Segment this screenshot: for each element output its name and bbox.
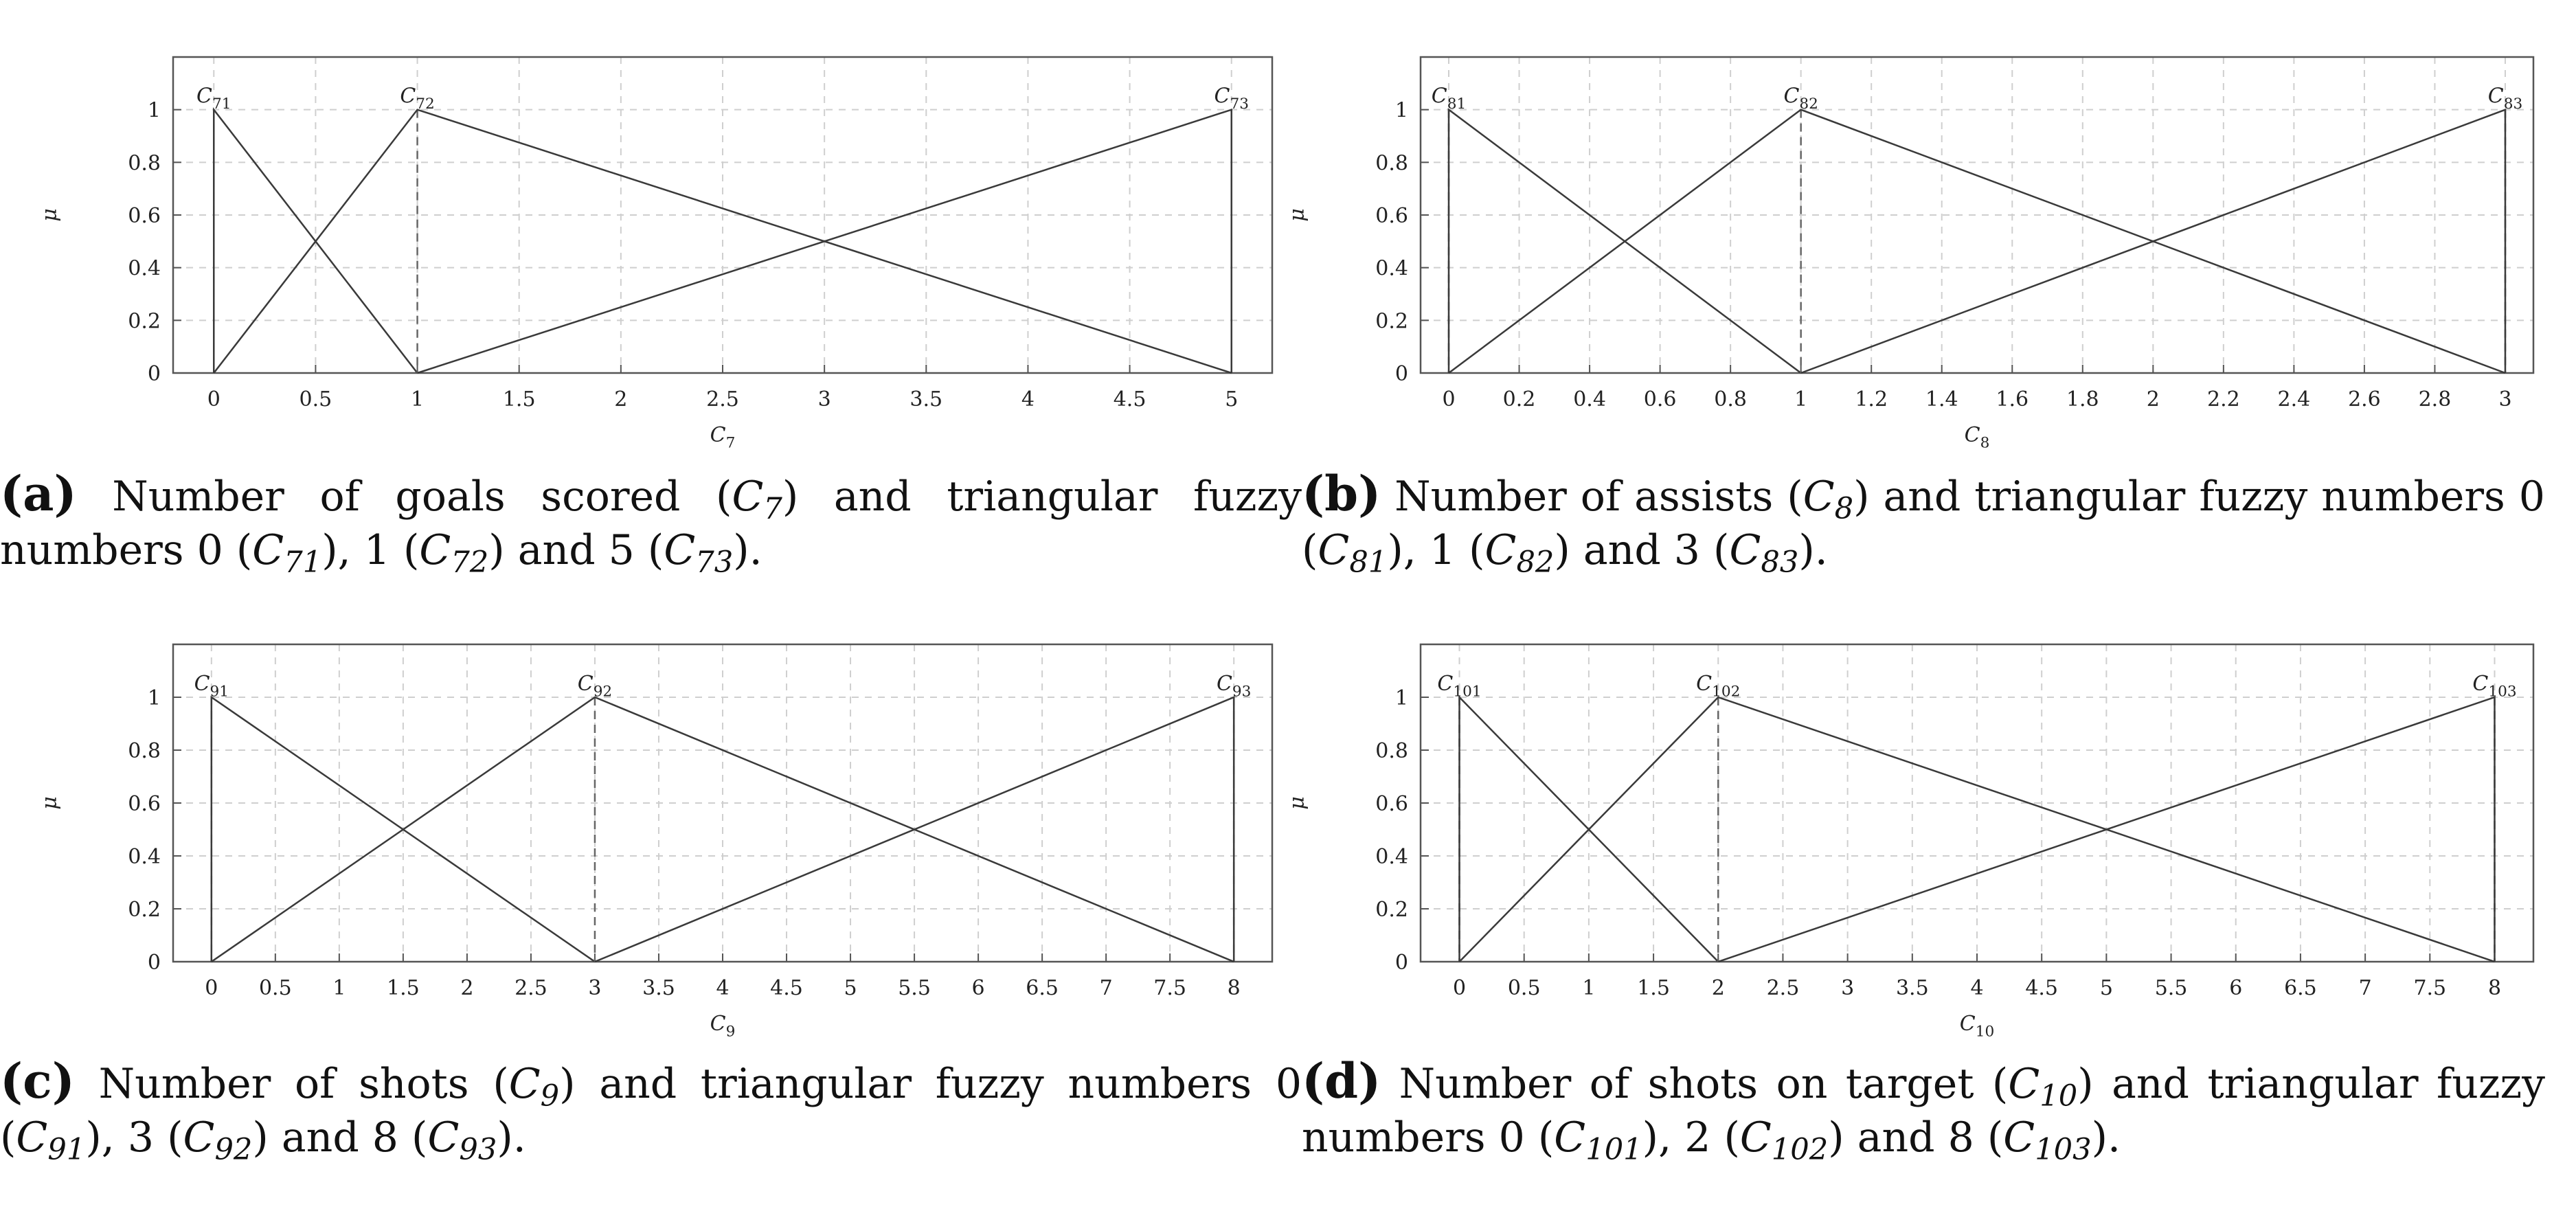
x-tick-label: 4 — [1970, 976, 1984, 1000]
x-tick-label: 5.5 — [898, 976, 931, 1000]
series-label-C102: $C_{102}$ — [1696, 672, 1741, 701]
x-tick-label: 2 — [460, 976, 474, 1000]
x-tick-label: 0.2 — [1502, 387, 1536, 411]
y-tick-label: 0.6 — [128, 204, 161, 228]
x-tick-label: 0.5 — [299, 387, 332, 411]
x-axis-label: $C_8$ — [1964, 423, 1990, 452]
x-tick-label: 5 — [1225, 387, 1239, 411]
x-tick-label: 3.5 — [909, 387, 943, 411]
y-tick-label: 0.6 — [1375, 792, 1408, 816]
y-tick-label: 1 — [147, 98, 161, 123]
y-tick-label: 0.4 — [1375, 845, 1408, 869]
series-label-C82: $C_{82}$ — [1783, 84, 1818, 113]
series-label-C92: $C_{92}$ — [577, 672, 613, 701]
x-tick-label: 3 — [1841, 976, 1855, 1000]
x-tick-label: 0 — [207, 387, 221, 411]
x-tick-label: 6 — [971, 976, 985, 1000]
x-tick-label: 5 — [2099, 976, 2113, 1000]
y-tick-label: 1 — [1394, 98, 1408, 123]
y-tick-label: 0.4 — [1375, 256, 1408, 281]
x-tick-label: 2.5 — [515, 976, 547, 1000]
y-tick-label: 0 — [1394, 951, 1408, 975]
y-axis-label: μ — [38, 796, 62, 810]
x-tick-label: 0 — [1452, 976, 1467, 1000]
x-tick-label: 1 — [332, 976, 346, 1000]
caption-letter: (a) — [0, 465, 77, 522]
y-tick-label: 0.6 — [128, 792, 161, 816]
y-tick-label: 0.8 — [128, 739, 161, 763]
x-tick-label: 2 — [1711, 976, 1725, 1000]
x-tick-label: 3 — [2498, 387, 2512, 411]
y-tick-label: 0 — [147, 951, 161, 975]
x-tick-label: 0.5 — [258, 976, 292, 1000]
x-axis-label: $C_{10}$ — [1959, 1012, 1995, 1041]
y-tick-label: 0.2 — [1375, 309, 1408, 334]
y-tick-label: 1 — [147, 686, 161, 710]
y-axis-label: μ — [38, 208, 62, 222]
y-tick-label: 0.4 — [128, 256, 161, 281]
x-tick-label: 7.5 — [1153, 976, 1187, 1000]
x-tick-label: 0.8 — [1714, 387, 1747, 411]
y-tick-label: 0.8 — [1375, 151, 1408, 176]
x-tick-label: 1.6 — [1996, 387, 2029, 411]
x-tick-label: 4.5 — [770, 976, 803, 1000]
x-tick-label: 0 — [205, 976, 218, 1000]
y-tick-label: 0 — [147, 362, 161, 386]
caption-letter: (c) — [0, 1052, 75, 1109]
x-tick-label: 2.5 — [706, 387, 739, 411]
x-tick-label: 8 — [2487, 976, 2502, 1000]
x-tick-label: 1.5 — [387, 976, 420, 1000]
x-tick-label: 1 — [1794, 387, 1808, 411]
grid-d — [1421, 644, 2533, 962]
x-tick-label: 2.5 — [1766, 976, 1800, 1000]
y-tick-label: 1 — [1394, 686, 1408, 710]
x-tick-label: 1.8 — [2066, 387, 2099, 411]
caption-letter: (d) — [1302, 1052, 1381, 1109]
caption-a: (a) Number of goals scored $(C_7)$ and triangular fuzzy numbers 0 $(C_{71})$, 1 $(C_{72})$ and 5 $(C_{73})$. — [0, 465, 1302, 580]
x-tick-label: 6 — [2229, 976, 2243, 1000]
x-tick-label: 4 — [716, 976, 730, 1000]
y-tick-label: 0.2 — [128, 898, 161, 922]
series-label-C103: $C_{103}$ — [2472, 672, 2517, 701]
x-tick-label: 4 — [1021, 387, 1035, 411]
x-tick-label: 6.5 — [1026, 976, 1059, 1000]
x-tick-label: 0.5 — [1507, 976, 1541, 1000]
x-tick-label: 1.5 — [1637, 976, 1670, 1000]
y-tick-label: 0.8 — [128, 151, 161, 176]
x-tick-label: 7 — [1099, 976, 1113, 1000]
x-tick-label: 2.2 — [2207, 387, 2240, 411]
y-tick-label: 0.8 — [1375, 739, 1408, 763]
x-tick-label: 4.5 — [2025, 976, 2059, 1000]
x-tick-label: 2.6 — [2348, 387, 2381, 411]
series-label-C73: $C_{73}$ — [1214, 84, 1249, 113]
x-tick-label: 5.5 — [2154, 976, 2188, 1000]
y-tick-label: 0.2 — [1375, 898, 1408, 922]
series-label-C81: $C_{81}$ — [1431, 84, 1467, 113]
x-tick-label: 2 — [614, 387, 628, 411]
x-tick-label: 1.2 — [1855, 387, 1888, 411]
series-label-C72: $C_{72}$ — [400, 84, 435, 113]
caption-letter: (b) — [1302, 465, 1381, 522]
caption-c: (c) Number of shots $(C_9)$ and triangular fuzzy numbers 0 $(C_{91})$, 3 $(C_{92})$ and 8 $(C_{93})$. — [0, 1052, 1302, 1168]
x-tick-label: 2 — [2146, 387, 2160, 411]
x-tick-label: 5 — [844, 976, 857, 1000]
caption-b: (b) Number of assists $(C_8)$ and triangular fuzzy numbers 0 $(C_{81})$, 1 $(C_{82})$ and 3 $(C_{83})$. — [1302, 465, 2545, 580]
x-tick-label: 7 — [2358, 976, 2372, 1000]
series-label-C91: $C_{91}$ — [194, 672, 229, 701]
y-tick-label: 0.4 — [128, 845, 161, 869]
y-tick-label: 0.2 — [128, 309, 161, 334]
x-tick-label: 7.5 — [2413, 976, 2447, 1000]
x-tick-label: 8 — [1227, 976, 1241, 1000]
series-label-C71: $C_{71}$ — [196, 84, 231, 113]
x-tick-label: 1 — [411, 387, 425, 411]
x-tick-label: 3.5 — [1895, 976, 1929, 1000]
x-tick-label: 4.5 — [1113, 387, 1146, 411]
x-axis-label: $C_9$ — [710, 1012, 736, 1041]
series-label-C93: $C_{93}$ — [1216, 672, 1252, 701]
y-axis-label: μ — [1285, 208, 1309, 222]
series-label-C101: $C_{101}$ — [1437, 672, 1482, 701]
x-tick-label: 0 — [1442, 387, 1456, 411]
x-tick-label: 2.8 — [2418, 387, 2452, 411]
y-tick-label: 0.6 — [1375, 204, 1408, 228]
y-tick-label: 0 — [1394, 362, 1408, 386]
x-tick-label: 1 — [1582, 976, 1596, 1000]
x-tick-label: 3 — [817, 387, 831, 411]
x-tick-label: 2.4 — [2277, 387, 2311, 411]
x-tick-label: 1.4 — [1925, 387, 1958, 411]
series-label-C83: $C_{83}$ — [2487, 84, 2523, 113]
x-tick-label: 3.5 — [642, 976, 675, 1000]
x-tick-label: 6.5 — [2284, 976, 2317, 1000]
x-tick-label: 0.4 — [1573, 387, 1606, 411]
x-tick-label: 0.6 — [1643, 387, 1677, 411]
y-axis-label: μ — [1285, 796, 1309, 810]
caption-d: (d) Number of shots on target $(C_{10})$ and triangular fuzzy numbers 0 $(C_{101})$, 2 $(C_{102})$ and 8 $(C_{103})$. — [1302, 1052, 2546, 1168]
x-tick-label: 3 — [588, 976, 602, 1000]
x-axis-label: $C_7$ — [710, 423, 736, 452]
x-tick-label: 1.5 — [502, 387, 536, 411]
